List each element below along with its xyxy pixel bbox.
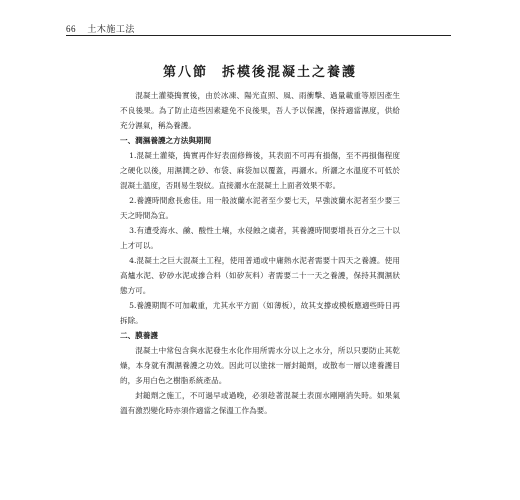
list-item: 1.混凝土灌築，搗實再作好表面修飾後，其表面不可再有損傷，至不再損傷程度之硬化以後，用濕潤之砂、布袋、麻袋加以覆蓋，再灑水。所灑之水溫度不可低於混凝土溫度，否則易生裂紋。直接灑水在混凝土上面者效果不彰。 (120, 151, 400, 190)
list-item: 5.養護期間不可加載重，尤其水平方面（如薄板），故其支撐或模板應適些時日再拆除。 (120, 301, 400, 325)
section-title (0, 61, 520, 80)
heading-membrane-curing: 二、膜養護 (120, 331, 158, 340)
running-header (66, 22, 135, 35)
paragraph: 封鎚劑之施工，不可過早或過晚，必須趁著混凝土表面水剛剛消失時。如果氣溫有激烈變化時亦須作適當之保溫工作為要。 (120, 391, 400, 415)
page-number: 66 (66, 24, 76, 34)
body-text (120, 88, 400, 418)
book-title: 土木施工法 (87, 25, 135, 35)
header-rule (66, 35, 451, 36)
list-item: 4.混凝土之巨大混凝土工程，使用普通或中庸熱水泥者需要十四天之養護。使用高爐水泥、矽砂水泥或摻合料（如矽灰料）者需要二十一天之養護，保持其潤濕狀態方可。 (120, 256, 400, 295)
heading-wet-curing: 一、潤濕養護之方法與期間 (120, 136, 212, 145)
list-item: 3.有遭受海水、鹼、酸性土壤，水侵蝕之虞者，其養護時間要增長百分之三十以上才可以。 (120, 226, 400, 250)
section-title-text: 拆模後混凝土之養護 (222, 65, 358, 80)
paragraph: 混凝土中常包含與水泥發生水化作用所需水分以上之水分，所以只要防止其乾燥，本身就有潤濕養護之功效。因此可以塗抹一層封鎚劑，或散布一層以達養護目的，多用白色之樹脂系統產品。 (120, 346, 400, 385)
list-item: 2.養護時間愈長愈佳。用一般波蘭水泥者至少要七天，早強波蘭水泥者至少要三天之時間為宜。 (120, 196, 400, 220)
intro-paragraph: 混凝土灌築搗實後，由於冰凍、陽光直照、風、雨衝擊、過量載重等原因產生不良後果。為了防止這些因素避免不良後果，吾人予以保護，保持適當濕度，供給充分濕氣，稱為養護。 (120, 91, 400, 130)
section-number: 第八節 (162, 65, 208, 80)
